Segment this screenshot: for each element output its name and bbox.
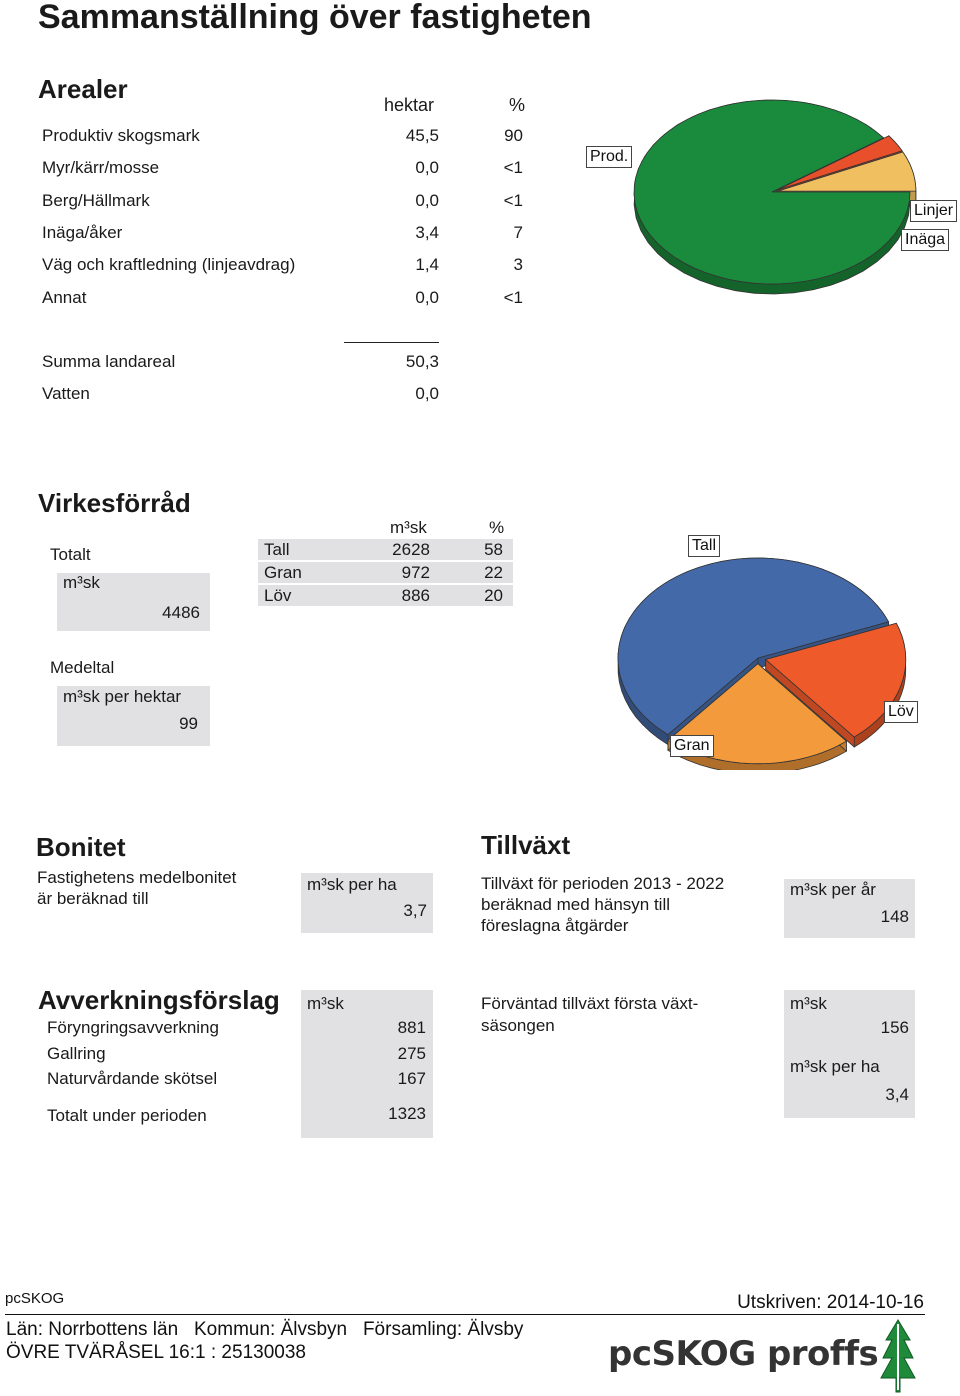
totalt-value: 4486 [162,603,200,622]
virke-col-pct: % [489,518,505,537]
medeltal-value: 99 [179,714,198,733]
virke-row-m3sk: 2628 [392,540,430,559]
arealer-row-pct: 90 [504,126,523,145]
pie-label-tall: Tall [688,535,720,557]
virke-pie-chart [610,540,940,770]
arealer-pie-chart [580,96,960,316]
bonitet-value: 3,7 [403,901,427,920]
summa-label: Summa landareal [42,352,176,371]
arealer-row-label: Produktiv skogsmark [42,126,200,145]
pie-label-lov: Löv [884,701,918,723]
forvantad-unit-1: m³sk [790,994,827,1013]
arealer-row-pct: 7 [513,222,523,242]
virke-row-pct: 58 [484,540,503,559]
virke-row-label: Löv [264,586,292,605]
tillvaxt-value: 148 [880,907,909,926]
footer-printed: Utskriven: 2014-10-16 [737,1292,924,1313]
forvantad-unit-2: m³sk per ha [790,1057,880,1076]
forvantad-text-2: säsongen [481,1016,555,1035]
arealer-row-label: Inäga/åker [42,222,123,242]
bonitet-unit: m³sk per ha [307,875,397,894]
virke-row-m3sk: 886 [401,586,430,605]
arealer-row-hektar: 0,0 [415,287,439,307]
tree-logo-icon [880,1318,916,1394]
avverkning-unit: m³sk [307,994,344,1013]
tillvaxt-unit: m³sk per år [790,880,876,899]
pie-label-linjer: Linjer [910,200,957,222]
medeltal-label: Medeltal [50,658,115,677]
avverkning-heading: Avverkningsförslag [38,985,280,1015]
totalt-unit: m³sk [63,573,100,592]
arealer-row-hektar: 0,0 [415,190,439,210]
bonitet-text-2: är beräknad till [37,889,149,908]
tillvaxt-text-3: föreslagna åtgärder [481,916,629,935]
virke-row [258,585,513,606]
avverkning-row-label: Föryngringsavverkning [47,1018,219,1037]
footer-app: pcSKOG [5,1290,65,1307]
forvantad-box [784,990,915,1118]
footer-divider [5,1314,925,1315]
arealer-row-label: Berg/Hällmark [42,190,150,210]
virke-col-m3sk: m³sk [390,518,427,537]
vatten-value: 0,0 [415,384,439,403]
sum-divider [344,342,439,343]
virke-row-m3sk: 972 [401,563,430,582]
pie-label-gran: Gran [670,735,714,757]
virke-row-pct: 20 [484,586,503,605]
arealer-row-hektar: 3,4 [415,222,439,242]
virkesforrad-heading: Virkesförråd [38,488,191,518]
virke-row [258,562,513,583]
virke-row-pct: 22 [484,563,503,582]
arealer-row-pct: <1 [503,287,523,307]
logo-text: pcSKOG proffs [608,1334,879,1374]
pie-label-prod: Prod. [586,146,632,168]
forvantad-text-1: Förväntad tillväxt första växt- [481,994,699,1013]
virke-row [258,539,513,560]
bonitet-box [301,873,433,933]
arealer-row-label: Myr/kärr/mosse [42,158,160,178]
avverkning-row-value: 167 [397,1069,426,1089]
avverkning-total-label: Totalt under perioden [47,1106,207,1125]
arealer-heading: Arealer [38,74,128,104]
medeltal-box [57,686,210,746]
medeltal-unit: m³sk per hektar [63,687,182,706]
arealer-row-pct: <1 [503,190,523,210]
avverkning-row-label: Naturvårdande skötsel [47,1069,218,1089]
footer-property: ÖVRE TVÄRÅSEL 16:1 : 25130038 [6,1342,306,1363]
arealer-row-hektar: 1,4 [415,255,439,275]
arealer-row-hektar: 0,0 [415,158,439,178]
bonitet-text-1: Fastighetens medelbonitet [37,868,237,887]
totalt-label: Totalt [50,545,91,564]
avverkning-total-value: 1323 [388,1104,426,1123]
totalt-box [57,573,210,631]
bonitet-heading: Bonitet [36,832,126,862]
vatten-label: Vatten [42,384,90,403]
arealer-row-pct: 3 [513,255,523,275]
arealer-row-label: Väg och kraftledning (linjeavdrag) [42,255,296,275]
tillvaxt-box [784,879,915,938]
avverkning-row-value: 881 [397,1018,426,1037]
footer-location: Län: Norrbottens län Kommun: Älvsbyn Församling: Älvsby [6,1319,524,1340]
avverkning-row-value: 275 [397,1043,426,1063]
forvantad-value-2: 3,4 [885,1085,909,1104]
pie-label-inaga: Inäga [901,229,949,251]
pie-slice-prod [634,100,910,284]
tillvaxt-text-2: beräknad med hänsyn till [481,895,671,914]
tillvaxt-text-1: Tillväxt för perioden 2013 - 2022 [481,874,725,893]
arealer-col-hektar: hektar [384,95,435,115]
summa-value: 50,3 [405,352,439,371]
arealer-row-pct: <1 [503,158,523,178]
arealer-row-label: Annat [42,287,87,307]
page-title: Sammanställning över fastigheten [38,0,592,36]
forvantad-value-1: 156 [880,1018,909,1037]
arealer-row-hektar: 45,5 [405,126,439,145]
virke-row-label: Tall [264,540,290,559]
tillvaxt-heading: Tillväxt [481,830,571,860]
arealer-col-pct: % [509,95,526,115]
avverkning-row-label: Gallring [47,1043,106,1063]
virke-row-label: Gran [264,563,302,582]
